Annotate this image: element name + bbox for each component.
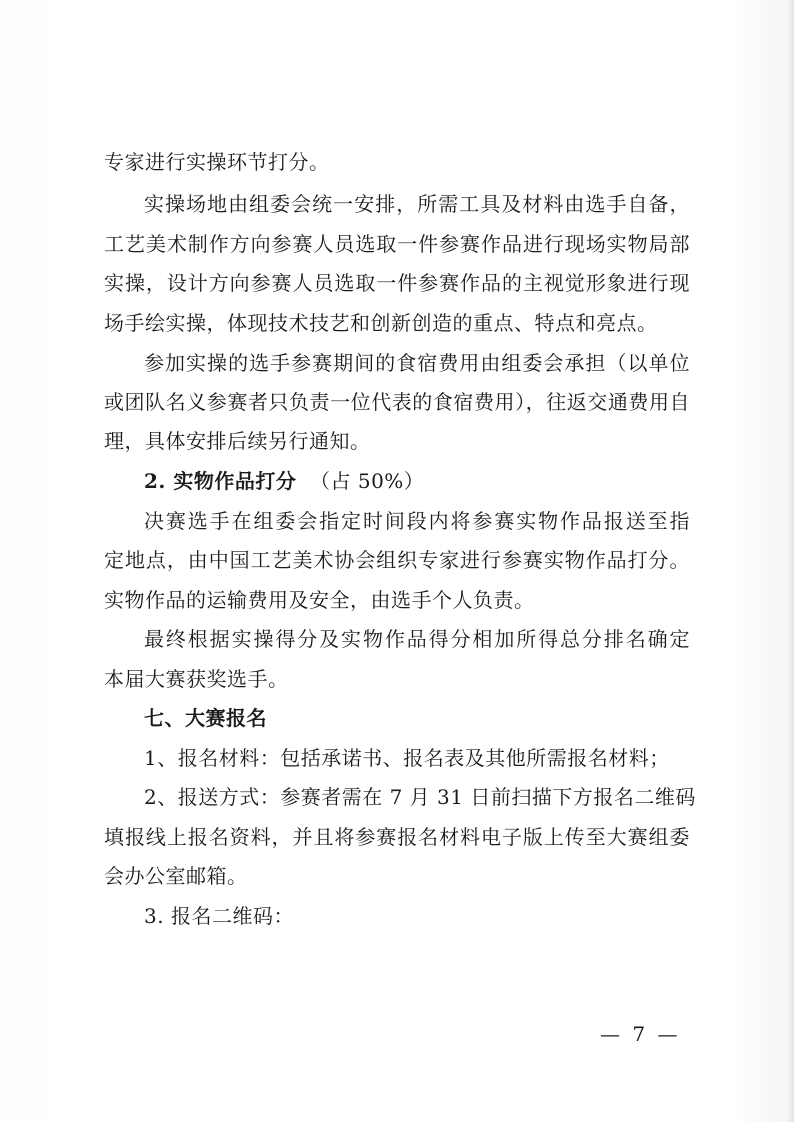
list-item: 1、报名材料：包括承诺书、报名表及其他所需报名材料； [144,746,670,770]
list-item: 3. 报名二维码： [144,904,294,928]
paragraph-line: 实操，设计方向参赛人员选取一件参赛作品的主视觉形象进行现 [104,271,690,295]
paragraph-line: 最终根据实操得分及实物作品得分相加所得总分排名确定 [144,627,690,651]
body-line: 专家进行实操环节打分。 [104,150,330,174]
paragraph-line: 填报线上报名资料，并且将参赛报名材料电子版上传至大赛组委 [104,825,690,849]
paragraph-line: 本届大赛获奖选手。 [104,667,289,691]
paragraph-line: 或团队名义参赛者只负责一位代表的食宿费用），往返交通费用自 [104,390,690,414]
paragraph-line: 定地点，由中国工艺美术协会组织专家进行参赛实物作品打分。 [104,548,690,572]
paragraph-line: 理，具体安排后续另行通知。 [104,429,371,453]
paragraph-line: 工艺美术制作方向参赛人员选取一件参赛作品进行现场实物局部 [104,232,690,256]
paragraph-line: 参加实操的选手参赛期间的食宿费用由组委会承担（以单位 [144,351,690,375]
paragraph-line: 实物作品的运输费用及安全，由选手个人负责。 [104,588,535,612]
list-item: 2、报送方式：参赛者需在 7 月 31 日前扫描下方报名二维码 [144,785,696,809]
subheading-title: 2. 实物作品打分 [144,469,297,493]
paragraph-line: 决赛选手在组委会指定时间段内将参赛实物作品报送至指 [144,509,690,533]
paragraph-line: 会办公室邮箱。 [104,864,248,888]
page-number: — 7 — [600,1022,681,1046]
paragraph-line: 场手绘实操，体现技术技艺和创新创造的重点、特点和亮点。 [104,311,658,335]
page-edge-shadow [788,0,794,1122]
paragraph-line: 实操场地由组委会统一安排，所需工具及材料由选手自备， [144,192,690,216]
section-heading: 七、大赛报名 [144,706,267,730]
subheading-weight: （占 50%） [310,469,425,493]
